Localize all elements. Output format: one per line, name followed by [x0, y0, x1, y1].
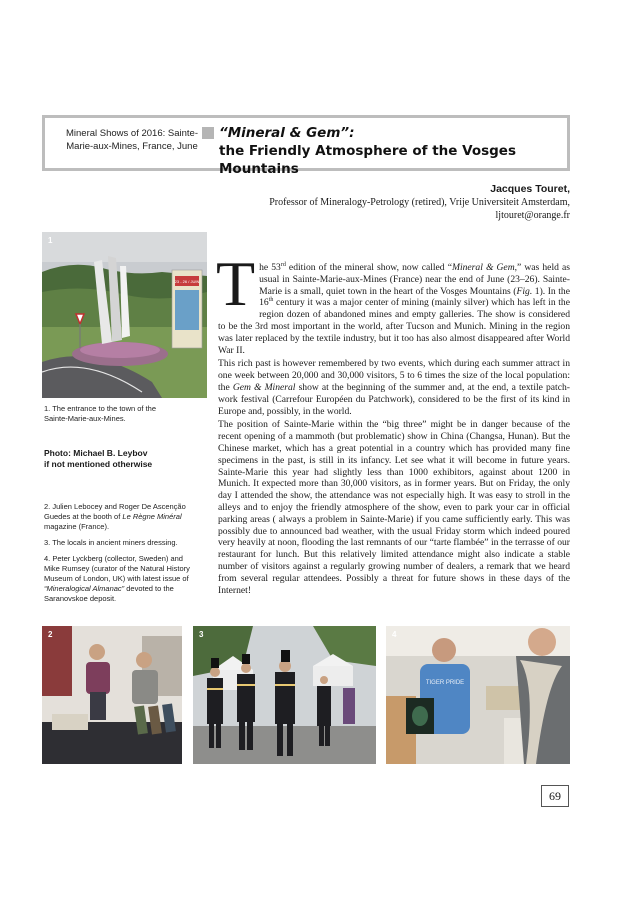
author-email: ljtouret@orange.fr: [495, 210, 570, 221]
author-name: Jacques Touret,: [490, 183, 570, 195]
article-title-line1: “Mineral & Gem”:: [219, 125, 355, 141]
caption-photo-1: 1. The entrance to the town of the Sainte-Marie-aux-Mines.: [44, 404, 157, 423]
caption-list: [44, 502, 200, 610]
festival-sign-text: 23 - 26 / JUIN: [174, 279, 200, 284]
article-body: [216, 248, 570, 598]
body-paragraph-2: This rich past is however remembered by two events, which during each summer attract in one week between 20,000 and 30,000 visitors, 5 to 6 times the size of the local population: the Gem & Mineral show at the beginning of the summer and, at the end, a textile patch-work festival (Carrefour Européen du Patchwork), considered to be the first of its kind in Europe and, possibly, in the world.: [218, 358, 570, 417]
author-block: [269, 182, 570, 222]
photo-number-4: 4: [392, 630, 397, 639]
drop-cap: T: [216, 248, 256, 319]
body-paragraph-3: The position of Sainte-Marie within the “big three” might be in danger because of the recent opening of a mammoth (but problematic) show in China (Changsa, Hunan). But the Chinese market, which has a great potential in a country which has provided many fine specimens in the past, is still in its infancy. Let see what it will become in future years. Sainte-Marie this year had slightly less than 1000 exhibitors, against about 1200 in Munich. It expected more than 30,000 visitors, as in former years. But on Friday, the only day I attended the show, the attendance was not especially high. It was easy to stroll in the alleys and to enjoy the friendly atmosphere of the show, even to park your car in official parking areas ( always a problem in Sainte-Marie) if you came sufficiently early. This was possibly due to announced bad weather, with the usual Friday storm which indeed poured very heavily at noon, flooding the last remnants of our “tarte flambée” in the terrasse of our restaurant for lunch. But this relatively limited attendance might also indicate a stable number of visitors against a regularly growing number of dealers, a remark that we heard from several regular attendees. Possibly a threat for future shows in these days of the Internet!: [218, 419, 570, 596]
caption-photo-3: 3. The locals in ancient miners dressing.: [44, 538, 178, 547]
page-number: 69: [541, 785, 569, 807]
photo-credit-line2: if not mentioned otherwise: [44, 459, 153, 469]
shirt-print-text: TIGER PRIDE: [425, 680, 465, 686]
section-kicker: Mineral Shows of 2016: Sainte-Marie-aux-Mines, France, June: [65, 128, 199, 152]
photo-town-entrance: [42, 232, 207, 398]
author-affiliation: Professor of Mineralogy-Petrology (retired), Vrije Universiteit Amsterdam,: [269, 197, 570, 208]
article-title: [219, 124, 569, 178]
photo-credit: [44, 448, 194, 470]
caption-photo-4: 4. Peter Lyckberg (collector, Sweden) and Mike Rumsey (curator of the Natural History Museum of London, UK) with latest issue of “Mineralogical Almanac” devoted to the Saranovskoe deposit.: [44, 554, 190, 603]
caption-photo-2: 2. Julien Lebocey and Roger De Ascenção Guedes at the booth of Le Règne Minéral magazine (France).: [44, 502, 186, 531]
body-paragraph-1: The 53rd edition of the mineral show, now called “Mineral & Gem,” was held as usual in Sainte-Marie-aux-Mines (France) near the end of June (23–26). Sainte-Marie is a small, quiet town in the heart of the Vosges Mountains (Fig. 1). In the 16th century it was a major center of mining (mainly silver) which has left in the region dozen of abandoned mines and empty galleries. The show is considered to be the 3rd most important in the world, after Tucson and Munich. Mining in the region was later replaced by the textile industry, but it too has also almost disappeared after World War II.: [216, 248, 570, 356]
header-square-marker: [202, 127, 214, 139]
photo-miners: [193, 626, 376, 764]
photo-credit-line1: Photo: Michael B. Leybov: [44, 448, 148, 458]
photo-booth: [42, 626, 182, 764]
photo-collectors: [386, 626, 570, 764]
article-header: [42, 115, 570, 177]
photo-number-3: 3: [199, 630, 204, 639]
article-title-line2: the Friendly Atmosphere of the Vosges Mountains: [219, 143, 516, 177]
photo-number-1: 1: [48, 236, 53, 245]
photo-number-2: 2: [48, 630, 53, 639]
